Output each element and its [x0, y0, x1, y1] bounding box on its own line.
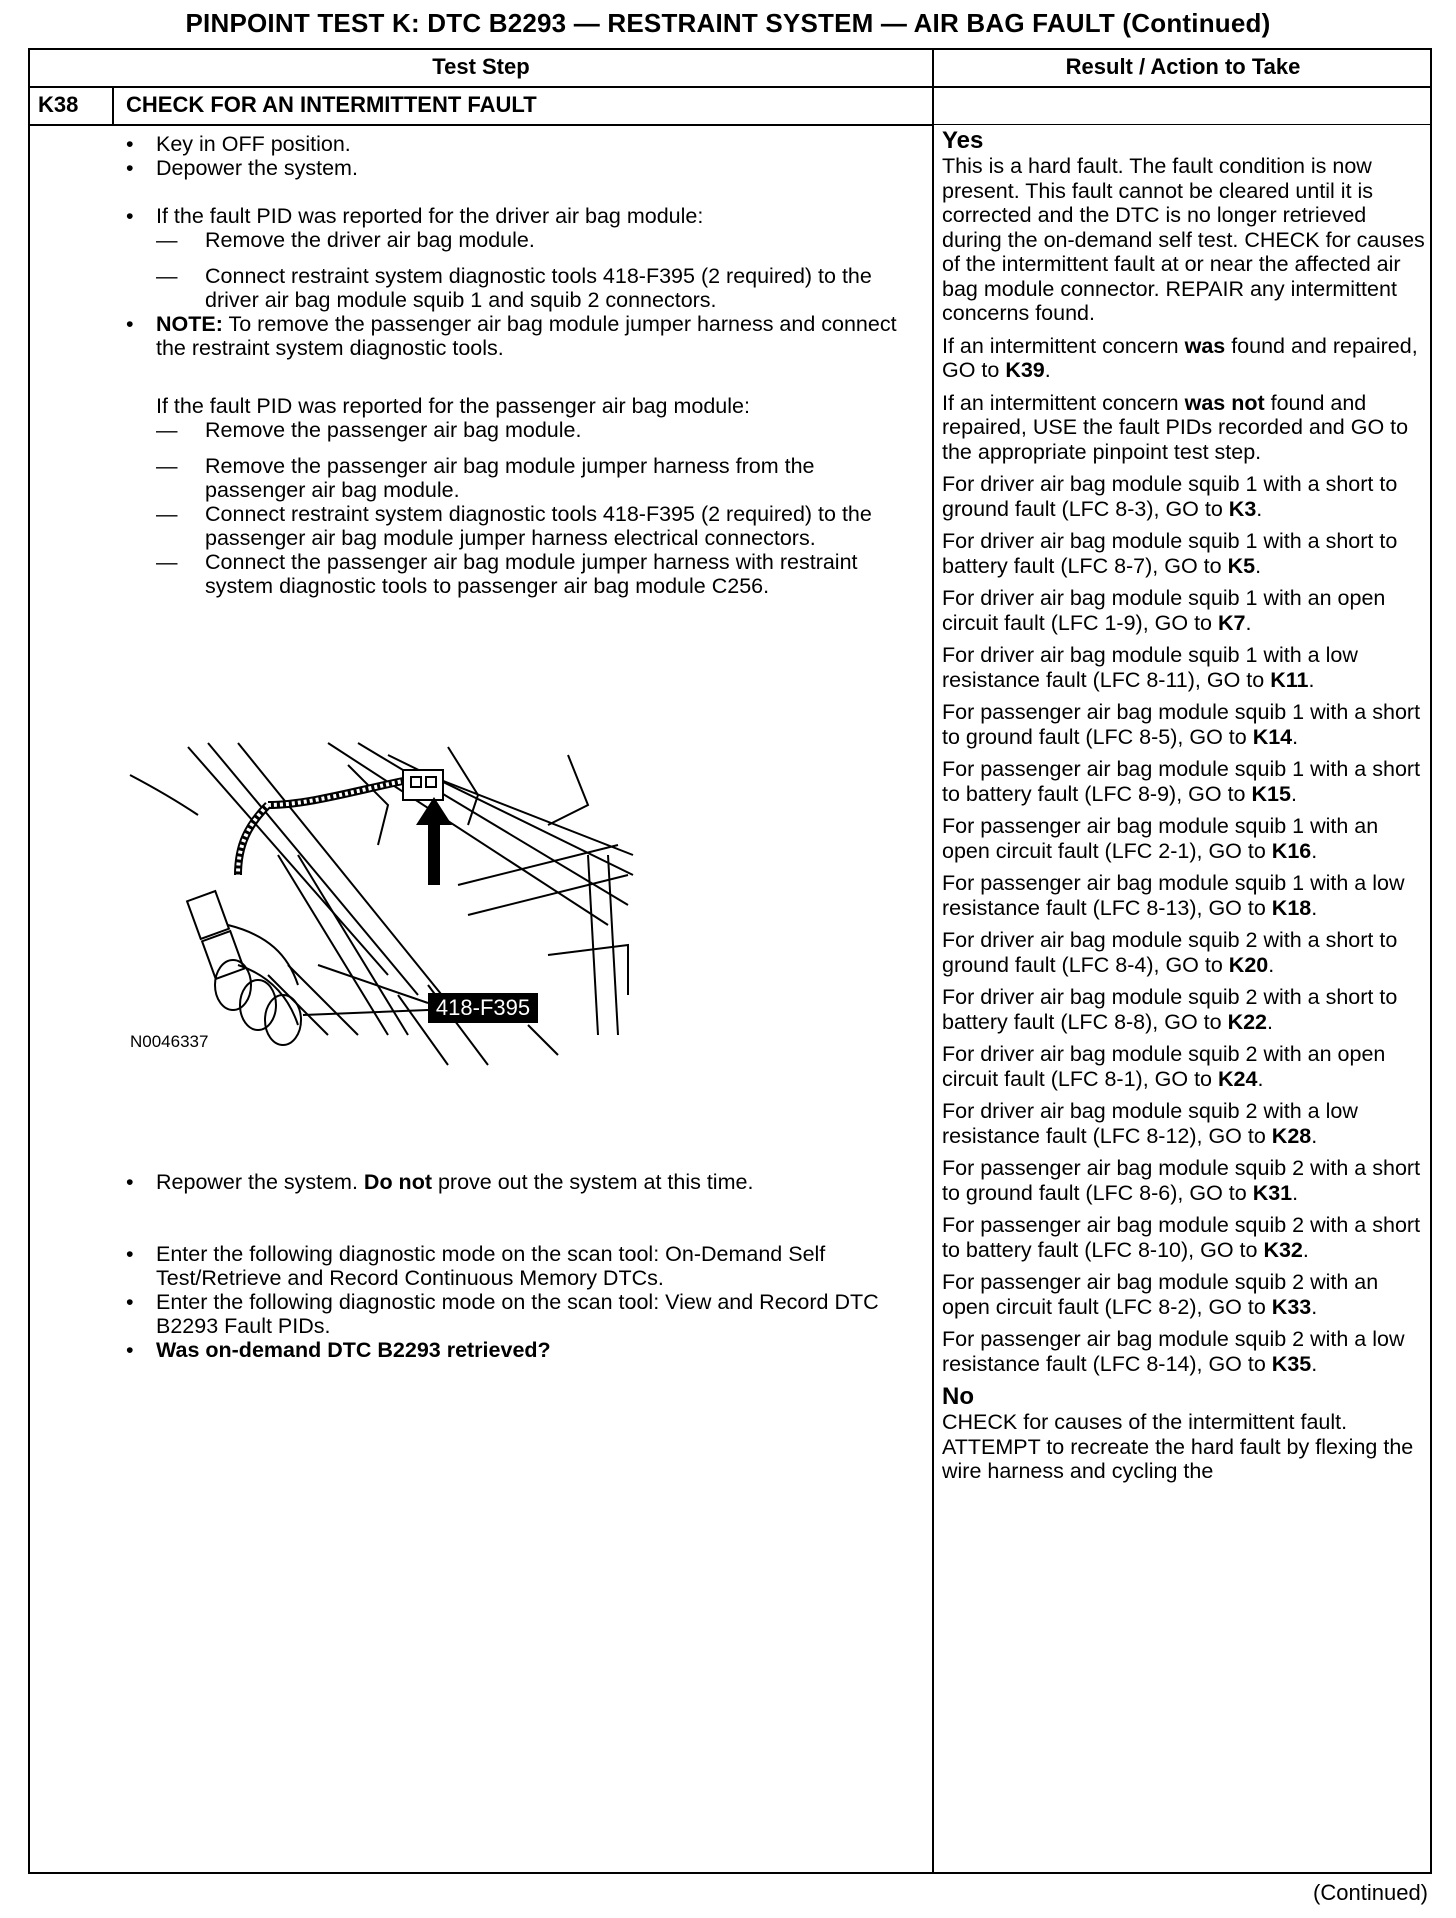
- result-paragraph: If an intermittent concern was not found and repaired, USE the fault PIDs recorded and GO to the appropriate pinpoint test step.: [942, 390, 1409, 464]
- result-item: For driver air bag module squib 1 with a short to ground fault (LFC 8-3), GO to K3.: [942, 472, 1398, 521]
- page-title: PINPOINT TEST K: DTC B2293 — RESTRAINT SYSTEM — AIR BAG FAULT (Continued): [185, 8, 1271, 38]
- sub-item: — Remove the passenger air bag module.: [156, 418, 582, 442]
- column-divider: [932, 50, 934, 1872]
- figure-id: N0046337: [130, 1032, 209, 1051]
- result-item: For passenger air bag module squib 1 with an open circuit fault (LFC 2-1), GO to K16.: [942, 814, 1379, 863]
- result-item: For passenger air bag module squib 1 with a short to battery fault (LFC 8-9), GO to K15.: [942, 757, 1421, 806]
- paragraph: If the fault PID was reported for the passenger air bag module:: [156, 394, 750, 418]
- result-item: For passenger air bag module squib 2 with an open circuit fault (LFC 8-2), GO to K33.: [942, 1270, 1379, 1319]
- result-header: Result / Action to Take: [1065, 54, 1301, 79]
- result-item: For driver air bag module squib 1 with a short to battery fault (LFC 8-7), GO to K5.: [942, 529, 1398, 578]
- result-top-divider: [932, 124, 1430, 125]
- result-item: For driver air bag module squib 1 with a low resistance fault (LFC 8-11), GO to K11.: [942, 643, 1358, 692]
- connector-illustration: [128, 735, 640, 1075]
- list-item: • Repower the system. Do not prove out the system at this time.: [126, 1170, 754, 1194]
- step-number-divider: [112, 88, 114, 124]
- result-item: For driver air bag module squib 2 with a short to ground fault (LFC 8-4), GO to K20.: [942, 928, 1398, 977]
- sub-item: — Remove the driver air bag module.: [156, 228, 535, 252]
- no-label: No: [942, 1383, 974, 1410]
- yes-label: Yes: [942, 127, 984, 154]
- no-text: CHECK for causes of the intermittent fault. ATTEMPT to recreate the hard fault by flexing the wire harness and cycling the: [942, 1410, 1414, 1483]
- result-items: [942, 472, 1426, 1376]
- result-item: For driver air bag module squib 1 with an open circuit fault (LFC 1-9), GO to K7.: [942, 586, 1386, 635]
- sub-item: — Remove the passenger air bag module jumper harness from the passenger air bag module.: [156, 454, 815, 502]
- sub-item: — Connect the passenger air bag module jumper harness with restraint system diagnostic tools to passenger air bag module C256.: [156, 550, 858, 598]
- continued-label: (Continued): [1313, 1880, 1428, 1905]
- sub-item: — Connect restraint system diagnostic tools 418-F395 (2 required) to the passenger air bag module jumper harness electrical connectors.: [156, 502, 872, 550]
- test-step-header: Test Step: [432, 54, 530, 79]
- result-item: For passenger air bag module squib 1 with a short to ground fault (LFC 8-5), GO to K14.: [942, 700, 1421, 749]
- result-content: [942, 128, 1426, 1492]
- result-item: For driver air bag module squib 2 with an open circuit fault (LFC 8-1), GO to K24.: [942, 1042, 1386, 1091]
- step-title: CHECK FOR AN INTERMITTENT FAULT: [126, 92, 537, 117]
- list-item: • Depower the system.: [126, 156, 358, 180]
- result-item: For driver air bag module squib 2 with a low resistance fault (LFC 8-12), GO to K28.: [942, 1099, 1358, 1148]
- header-divider: [30, 86, 1430, 88]
- yes-text: This is a hard fault. The fault condition is now present. This fault cannot be cleared until it is corrected and the DTC is no longer retrieved during the on-demand self test. CHECK for causes of the intermittent fault at or near the affected air bag module connector. REPAIR any intermittent concerns found.: [942, 154, 1425, 325]
- result-paragraph: If an intermittent concern was found and repaired, GO to K39.: [942, 333, 1418, 382]
- result-item: For passenger air bag module squib 2 with a short to ground fault (LFC 8-6), GO to K31.: [942, 1156, 1421, 1205]
- tool-label: 418-F395: [435, 995, 531, 1020]
- list-item: • Enter the following diagnostic mode on the scan tool: On-Demand Self Test/Retrieve and Record Continuous Memory DTCs.: [126, 1242, 826, 1290]
- list-item: • Key in OFF position.: [126, 132, 351, 156]
- step-number: K38: [38, 92, 79, 117]
- result-item: For passenger air bag module squib 1 with a low resistance fault (LFC 8-13), GO to K18.: [942, 871, 1405, 920]
- sub-item: — Connect restraint system diagnostic tools 418-F395 (2 required) to the driver air bag module squib 1 and squib 2 connectors.: [156, 264, 872, 312]
- step-title-divider: [30, 124, 932, 126]
- result-item: For driver air bag module squib 2 with a short to battery fault (LFC 8-8), GO to K22.: [942, 985, 1398, 1034]
- list-item: • If the fault PID was reported for the driver air bag module:: [126, 204, 704, 228]
- list-item: • NOTE: To remove the passenger air bag module jumper harness and connect the restraint system diagnostic tools.: [126, 312, 897, 360]
- list-item: • Was on-demand DTC B2293 retrieved?: [126, 1338, 551, 1362]
- test-step-content: [100, 132, 920, 598]
- result-item: For passenger air bag module squib 2 with a low resistance fault (LFC 8-14), GO to K35.: [942, 1327, 1405, 1376]
- list-item: • Enter the following diagnostic mode on the scan tool: View and Record DTC B2293 Fault PIDs.: [126, 1290, 879, 1338]
- result-item: For passenger air bag module squib 2 with a short to battery fault (LFC 8-10), GO to K32.: [942, 1213, 1421, 1262]
- test-step-content-lower: [100, 1170, 920, 1362]
